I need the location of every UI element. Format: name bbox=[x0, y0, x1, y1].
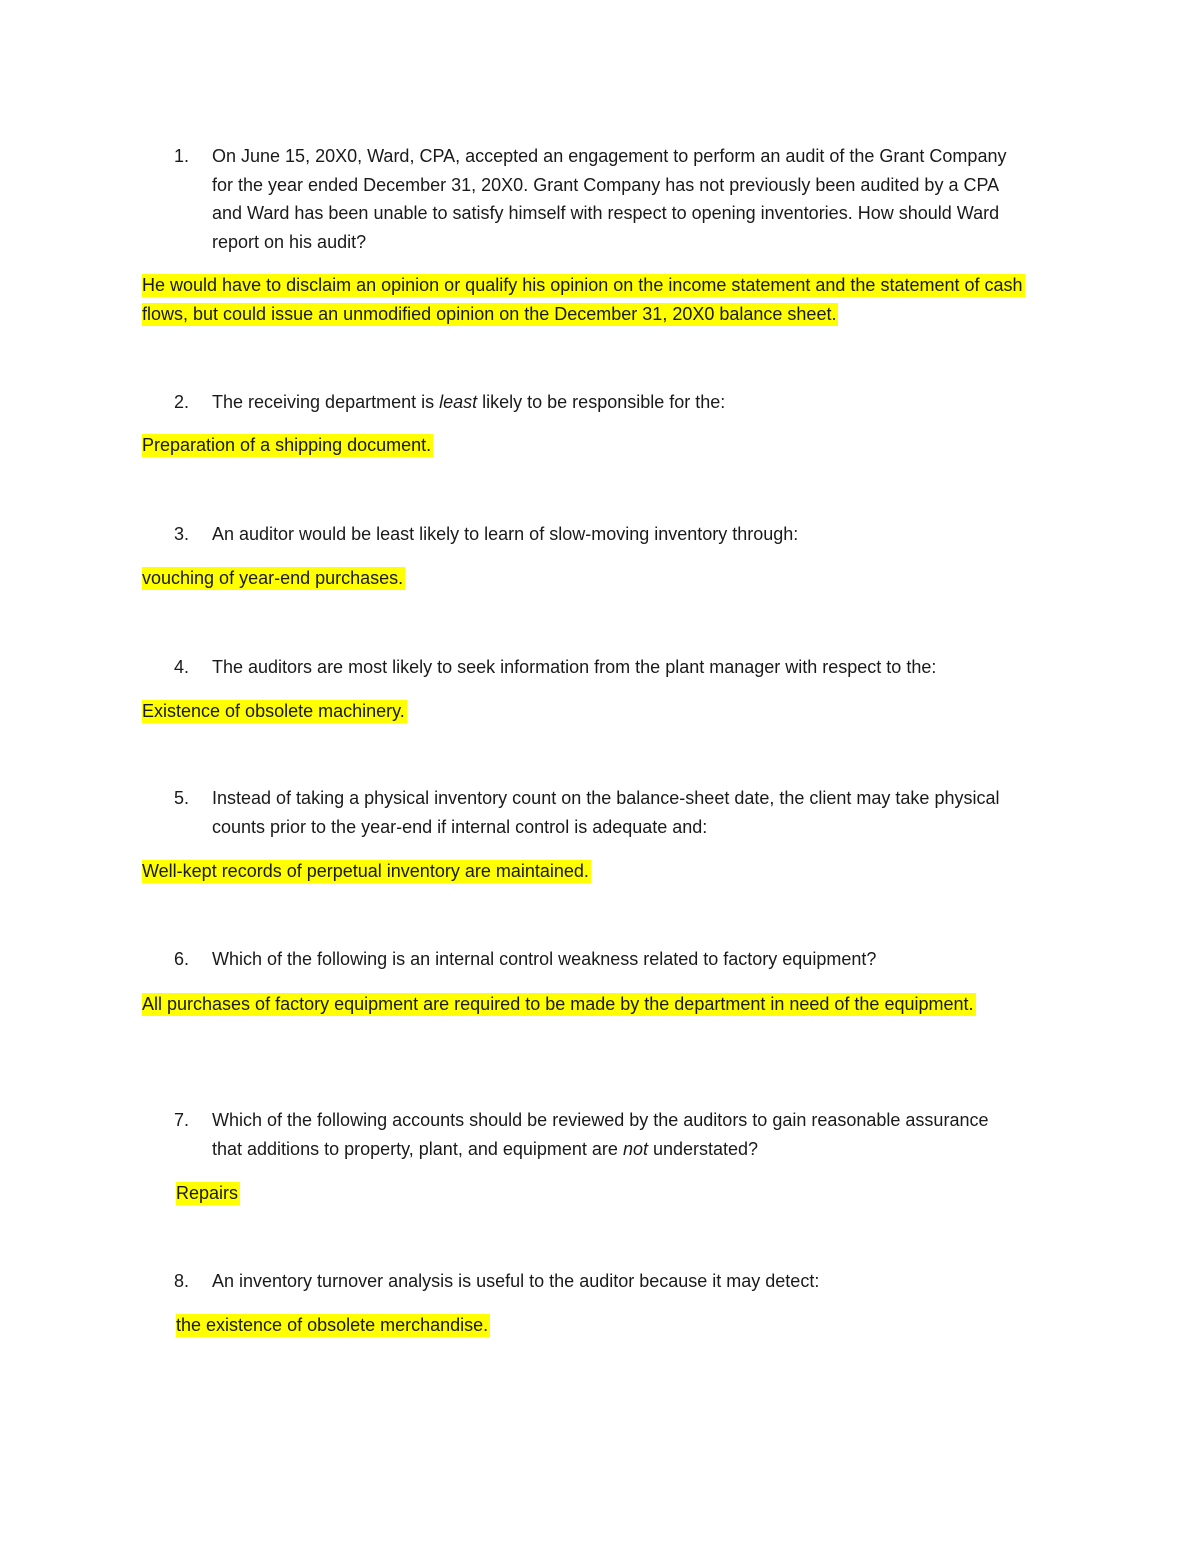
question-text: An inventory turnover analysis is useful to the auditor because it may detect: bbox=[212, 1271, 820, 1291]
answer-highlight: All purchases of factory equipment are required to be made by the department in need of the equipment. bbox=[142, 994, 974, 1014]
question-text-after: likely to be responsible for the: bbox=[477, 392, 726, 412]
answer-highlight: Preparation of a shipping document. bbox=[142, 435, 432, 455]
answer-6 bbox=[142, 990, 982, 1019]
answer-4 bbox=[142, 697, 1072, 726]
question-number: 1. bbox=[174, 146, 190, 166]
question-7 bbox=[174, 1106, 992, 1163]
question-text: An auditor would be least likely to learn of slow-moving inventory through: bbox=[212, 524, 799, 544]
answer-1 bbox=[142, 271, 1072, 329]
question-number: 4. bbox=[174, 657, 190, 677]
question-number: 6. bbox=[174, 949, 190, 969]
answer-highlight: Well-kept records of perpetual inventory are maintained. bbox=[142, 861, 589, 881]
question-4 bbox=[174, 653, 1072, 682]
question-1 bbox=[174, 142, 1032, 256]
question-text-before: The receiving department is bbox=[212, 392, 440, 412]
answer-2 bbox=[142, 431, 1072, 460]
question-number: 5. bbox=[174, 788, 190, 808]
answer-highlight: Existence of obsolete machinery. bbox=[142, 701, 405, 721]
question-text: Instead of taking a physical inventory count on the balance-sheet date, the client may take physical counts prior to the year-end if internal control is adequate and: bbox=[212, 788, 1000, 837]
question-number: 8. bbox=[174, 1271, 190, 1291]
answer-8 bbox=[176, 1311, 1106, 1340]
question-5 bbox=[174, 784, 1032, 841]
answer-5 bbox=[142, 857, 1072, 886]
answer-3 bbox=[142, 564, 1072, 593]
answer-7 bbox=[176, 1179, 1106, 1208]
question-text: Which of the following is an internal control weakness related to factory equipment? bbox=[212, 949, 877, 969]
question-text: The auditors are most likely to seek information from the plant manager with respect to the: bbox=[212, 657, 937, 677]
question-8 bbox=[174, 1267, 1032, 1296]
question-number: 3. bbox=[174, 524, 190, 544]
answer-highlight: Repairs bbox=[176, 1183, 239, 1203]
answer-highlight: the existence of obsolete merchandise. bbox=[176, 1315, 489, 1335]
question-6 bbox=[174, 945, 1032, 974]
question-text-emphasis: least bbox=[439, 392, 478, 412]
question-3 bbox=[174, 520, 1032, 549]
question-text-emphasis: not bbox=[622, 1138, 648, 1159]
question-number: 7. bbox=[174, 1110, 190, 1130]
answer-highlight: He would have to disclaim an opinion or qualify his opinion on the income statement and the statement of cash flows, but could issue an unmodified opinion on the December 31, 20X0 balance sheet. bbox=[142, 275, 1023, 324]
question-text: On June 15, 20X0, Ward, CPA, accepted an engagement to perform an audit of the Grant Company for the year ended December 31, 20X0. Grant Company has not previously been audited by a CPA and Ward has been unable to satisfy himself with respect to opening inventories. How should Ward report on his audit? bbox=[212, 146, 1007, 252]
question-text-after: understated? bbox=[647, 1138, 759, 1159]
answer-highlight: vouching of year-end purchases. bbox=[142, 568, 404, 588]
question-number: 2. bbox=[174, 392, 190, 412]
question-2 bbox=[174, 388, 1032, 417]
question-text-before: Which of the following accounts should be reviewed by the auditors to gain reasonable assurance that additions to property, plant, and equipment are bbox=[212, 1110, 989, 1159]
